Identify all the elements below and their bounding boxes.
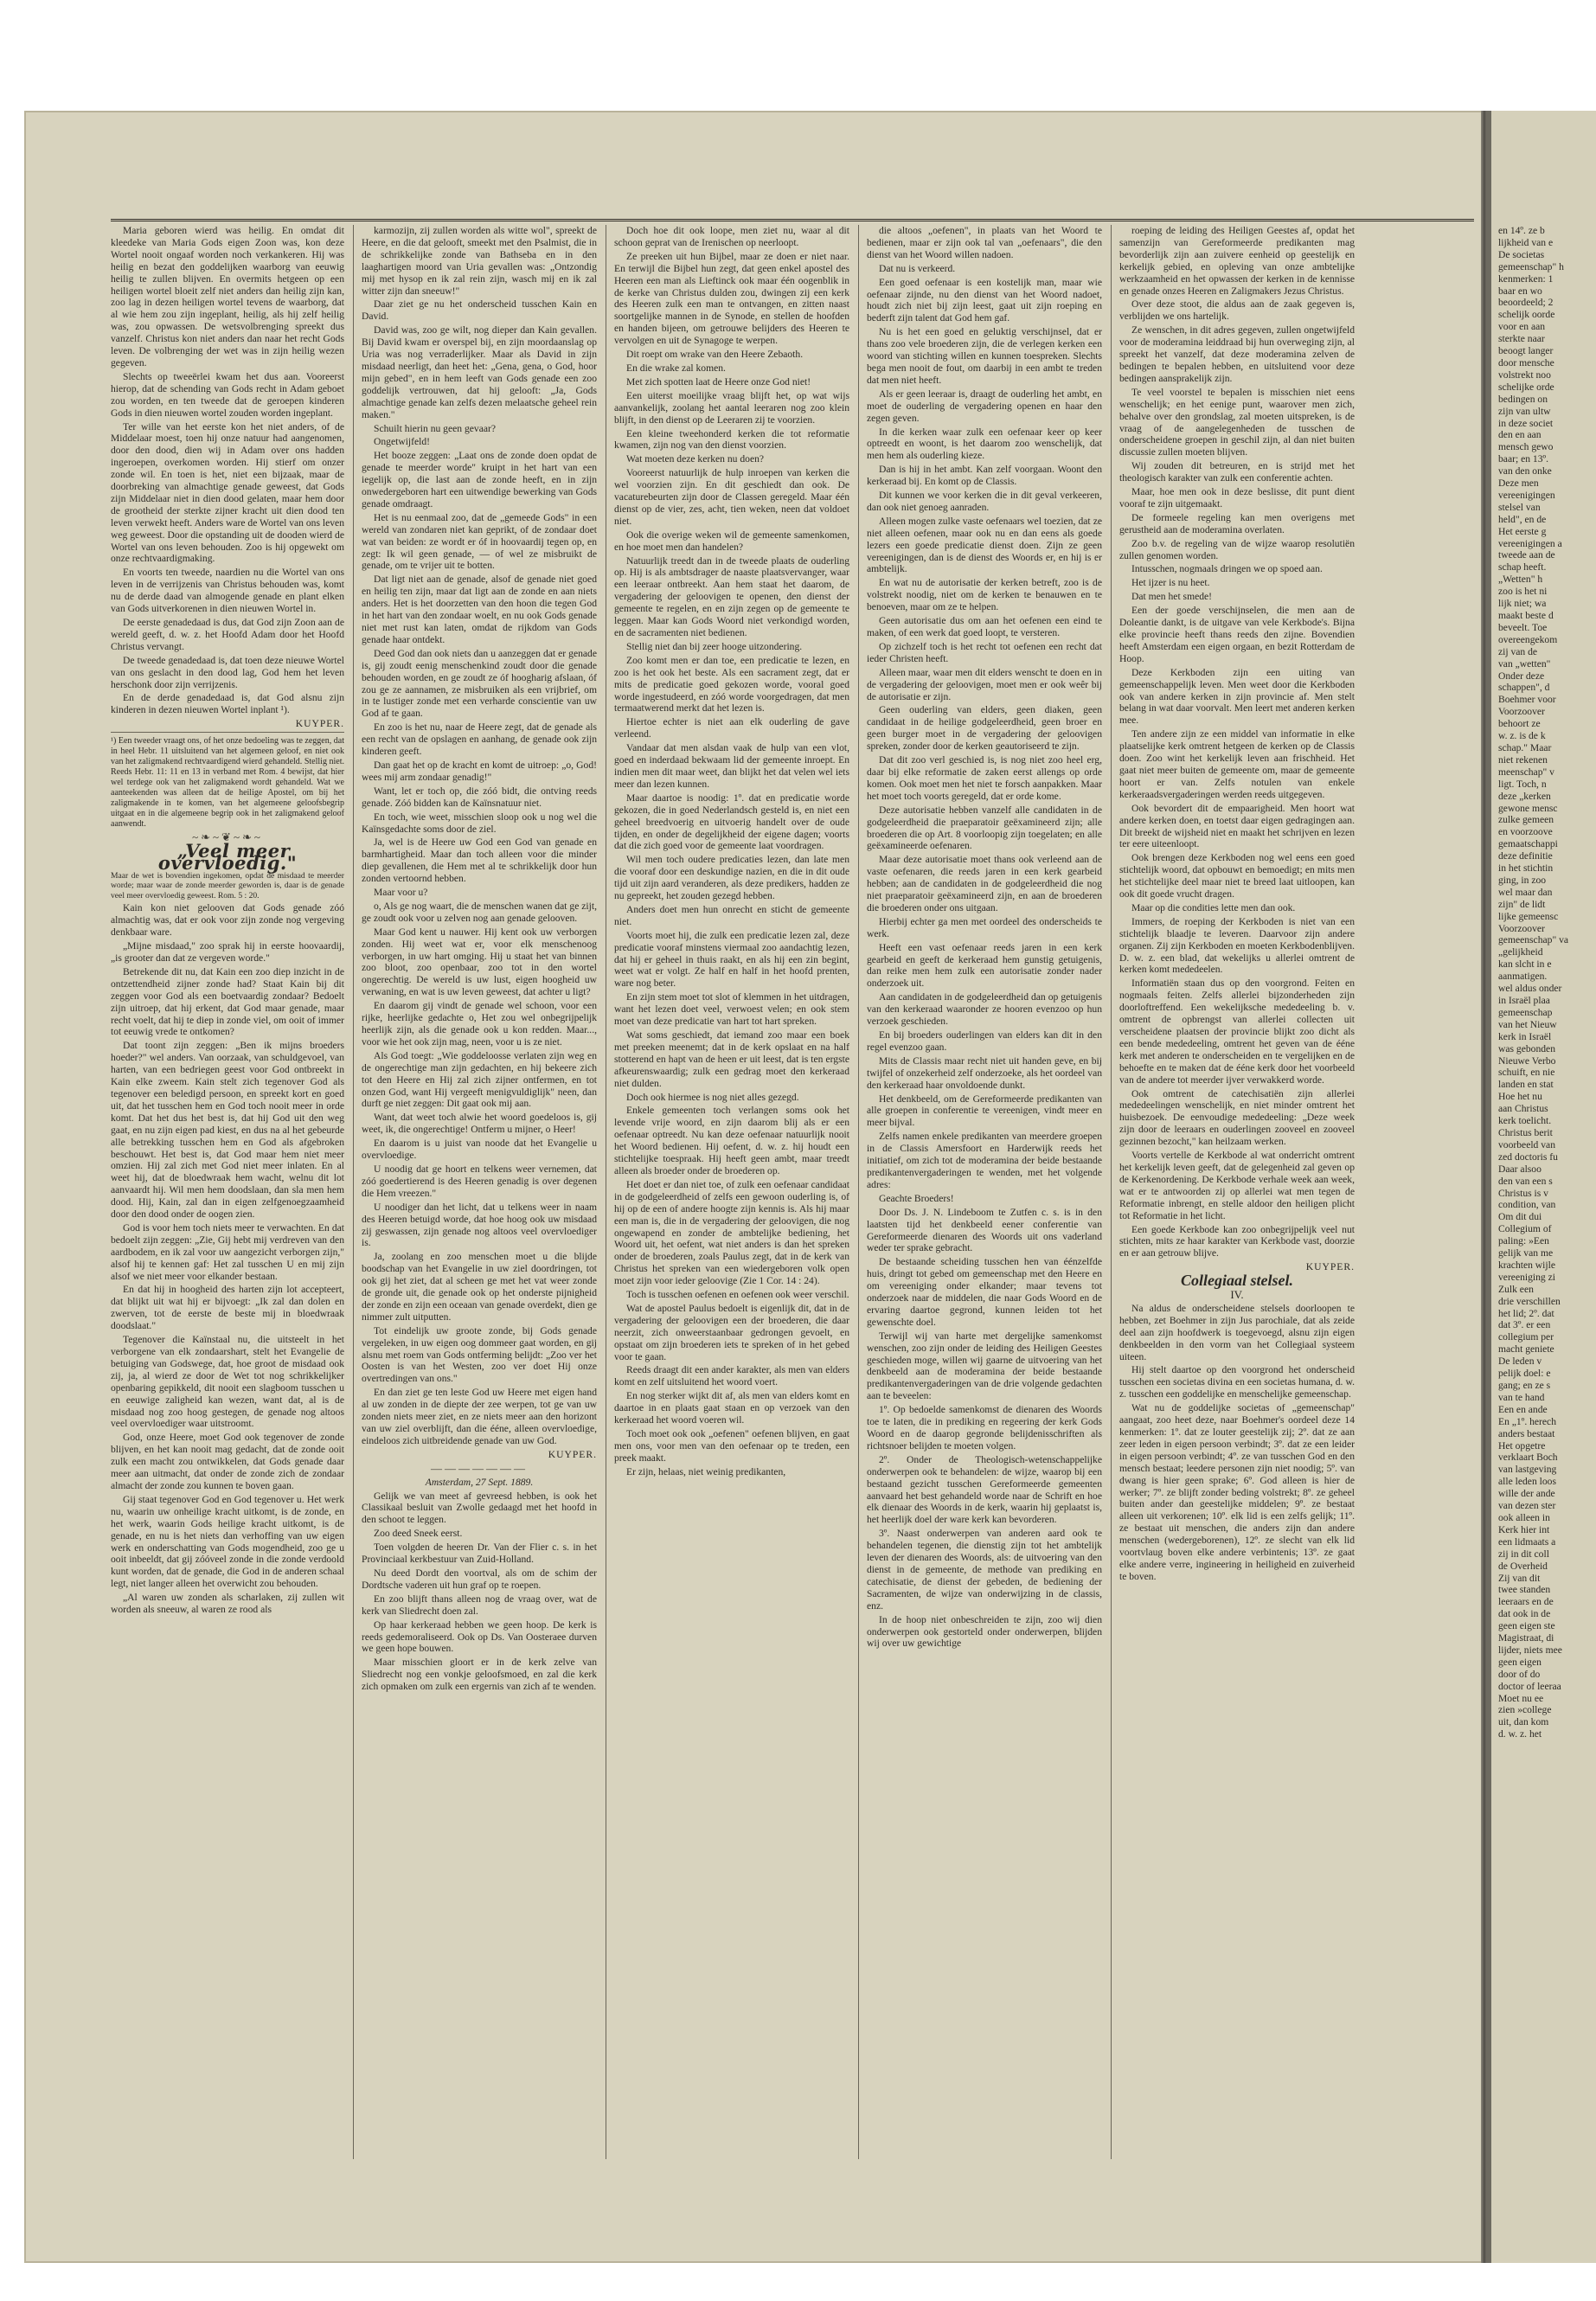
paragraph: „Al waren uw zonden als scharlaken, zij zullen wit worden als sneeuw, al waren ze rood als	[111, 1592, 344, 1616]
text-line: geen eigen	[1498, 1656, 1542, 1668]
paragraph: God, onze Heere, moet God ook tegenover de zonde blijven, en het kan nooit mag gedacht, dat de zonde ooit zulk een macht zou ontwikkelen, dat Gods genade daar meer aan uitmacht, dat onder de zonde zich de zondaar almacht der zonde zou kunnen te boven gaan.	[111, 1432, 344, 1491]
paragraph: Terwijl wij van harte met dergelijke samenkomst wenschen, zoo zijn onder de leiding des Heiligen Geestes geschieden moge, willen wij gaarne de uitvoering van het denkbeeld aan de moderamina der beide bestaande predikantenvergaderingen van de drie volgende gedachten aan te beveelen:	[867, 1330, 1102, 1402]
text-line: ligt. Toch, n	[1498, 778, 1547, 790]
paragraph: Dat ligt niet aan de genade, alsof de genade niet goed en heilig ten zijn, maar dat ligt aan de zonde en aan niets anders. Het is het doorzetten van den hoon die tegen God in het hart van den zondaar woelt, en nu ook Gods genade niet met rust kan laten, omdat de rijkdom van Gods genade haar ontdekt.	[362, 574, 597, 645]
paragraph: Ja, wel is de Heere uw God een God van genade en barmhartigheid. Maar dan toch alleen voor die minder diep gevallenen, die Hem met al te schrikkelijk door hun zonden vertoornd hebben.	[362, 836, 597, 885]
paragraph: Dan is hij in het ambt. Kan zelf voorgaan. Woont den kerkeraad bij. En komt op de Classis.	[867, 464, 1102, 488]
paragraph: Alleen maar, waar men dit elders wenscht te doen en in de vergadering der geloovigen, moet men er ook weêr bij de autorisatie er zijn.	[867, 666, 1102, 702]
text-line: schuift, en nie	[1498, 1067, 1555, 1079]
paragraph: En dan ziet ge ten leste God uw Heere met eigen hand al uw zonden in de diepte der zee werpen, tot ge van uw zonden niets meer ziet, en ze niets meer aan den horizont van uw ziel overblijft, dan die ééne, alleen overvloedige, eindeloos zich uitbreidende genade van uw God.	[362, 1387, 597, 1446]
paragraph: Zoo b.v. de regeling van de wijze waarop resolutiën zullen genomen worden.	[1119, 537, 1355, 561]
text-line: „gelijkheid	[1498, 946, 1543, 958]
paragraph: Mits de Classis maar recht niet uit handen geve, en bij twijfel of onzekerheid zelf onderzoeke, als het oordeel van den kerkeraad haar onvoldoende dunkt.	[867, 1054, 1102, 1091]
text-line: in het stichtin	[1498, 862, 1554, 875]
text-line: vereenigingen a	[1498, 537, 1562, 549]
column-divider	[1111, 225, 1112, 2159]
paragraph: Op haar kerkeraad hebben we geen hoop. De kerk is reeds gedemoraliseerd. Ook op Ds. Van Oosteraee durven we geen hope bouwen.	[362, 1618, 597, 1655]
paragraph: Als er geen leeraar is, draagt de ouderling het ambt, en moet de ouderling de vergadering openen en haar den zegen geven.	[867, 388, 1102, 424]
text-line: beoordeeld; 2	[1498, 297, 1554, 309]
paragraph: Het ijzer is nu heet.	[1131, 577, 1210, 589]
paragraph: En bij broeders ouderlingen van elders kan dit in den regel evenzoo gaan.	[867, 1029, 1102, 1053]
text-line: Een en ande	[1498, 1403, 1548, 1415]
paragraph: En daarom is u juist van noode dat het Evangelie u overvloedige.	[362, 1138, 597, 1162]
paragraph: U noodig dat ge hoort en telkens weer vernemen, dat zóó goedertierend is des Heeren genadig is over degenen die Hem vreezen."	[362, 1163, 597, 1199]
paragraph: Anders doet men hun onrecht en sticht de gemeente niet.	[614, 903, 849, 927]
text-line: gewone mensc	[1498, 802, 1558, 814]
paragraph: Geen ouderling van elders, geen diaken, geen candidaat in de heilige godgeleerdheid, geen broer en geen burger moet in de vergadering der geloovigen spreken, zonder door de kerken geautoriseerd te zijn.	[867, 704, 1102, 753]
text-line: lijder, niets mee	[1498, 1644, 1562, 1656]
paragraph: En wat nu de autorisatie der kerken betreft, zoo is de volstrekt noodig, niet om de kerken te benauwen en te benoeven, maar om ze te helpen.	[867, 577, 1102, 613]
paragraph: Doch ook hiermee is nog niet alles gezegd.	[626, 1091, 799, 1103]
paragraph: Ook omtrent de catechisatiën zijn allerlei mededeelingen wenschelijk, en niet minder omtrent het huisbezoek. De eenvoudige mededeeling: „Deze week zijn door de leeraars en ouderlingen zooveel en zooveel gezinnen bezocht," kan heilzaam werken.	[1119, 1087, 1355, 1148]
column-1	[111, 225, 344, 2194]
paragraph: En nog sterker wijkt dit af, als men van elders komt en daartoe in en plaats gaat staan en op verzoek van den kerkeraad het woord voeren wil.	[614, 1390, 849, 1426]
text-line: gemeenschap" va	[1498, 934, 1569, 946]
paragraph: Daar ziet ge nu het onderscheid tusschen Kain en David.	[362, 298, 597, 323]
text-line: schelijk oorde	[1498, 309, 1555, 321]
paragraph: Dat dit zoo verl geschied is, is nog niet zoo heel erg, daar bij elke reformatie de zaken eerst allengs op orde komen. Ook moet men het niet te forsch aanpakken. Maar het moet toch voorts geregeld, dat er orde kome.	[867, 754, 1102, 802]
text-line: zulke gemeen	[1498, 814, 1554, 826]
paragraph: Te veel voorstel te bepalen is misschien niet eens wenschelijk; en het eenige punt, waarover men zich, behalve over den grondslag, zal moeten uitspreken, is de vraag of de aangelegenheden de tusschen de onderscheidene groepen in geschil zijn, al dan niet buiten discussie zullen moeten blijven.	[1119, 386, 1355, 458]
paragraph: Vooreerst natuurlijk de hulp inroepen van kerken die wel voorzien zijn. En dit geschiedt dan ook. De vacaturebeurten zijn door de Classen geregeld. Maar één dienst op de vier, zes, acht, tien weken, neen dat voldoet niet.	[614, 467, 849, 527]
text-line: Voorzoover	[1498, 706, 1545, 718]
text-line: zed doctoris fu	[1498, 1150, 1558, 1163]
paragraph: Hierbij echter ga men met oordeel des onderscheids te werk.	[867, 915, 1102, 939]
text-line: Het eerste g	[1498, 525, 1547, 537]
text-line: gemeenschap	[1498, 1006, 1553, 1018]
text-line: en voorzoove	[1498, 826, 1553, 838]
text-line: Moet nu ee	[1498, 1692, 1544, 1704]
text-line: vereenigingen	[1498, 489, 1555, 501]
signature-1: KUYPER.	[295, 718, 344, 730]
paragraph: Toen volgden de heeren Dr. Van der Flier c. s. in het Provinciaal kerkbestuur van Zuid-Holland.	[362, 1541, 597, 1566]
paragraph: De tweede genadedaad is, dat toen deze nieuwe Wortel van ons geslacht in den dood lag, God hem het leven herschonk door zijn verrijzenis.	[111, 654, 344, 690]
paragraph: Zoo komt men er dan toe, een predicatie te lezen, en zoo is het ook het beste. Als een sacrament zegt, dat er mits de predicatie goed gekozen worde, vooral goed worde ingestudeerd, en zóó worde voorgedragen, dat men termaatwerend merkt dat het lezen is.	[614, 654, 849, 715]
paragraph: Ja, zoolang en zoo menschen moet u die blijde boodschap van het Evangelie in uw ziel doordringen, tot ook gij het ziet, dat al scheen ge met het vat weer zonde de gronde uit, die genade ook op het onderste pijnigheid der zonde en zijn een oceaan van genade overdekt, dien ge nimmer zult uitputten.	[362, 1251, 597, 1323]
text-line: held", en de	[1498, 513, 1547, 525]
text-line: aanmatigen.	[1498, 971, 1548, 983]
text-line: meenschap" v	[1498, 766, 1554, 778]
paragraph: Een kleine tweehonderd kerken die tot reformatie kwamen, zijn nog van den dienst voorzien.	[614, 427, 849, 452]
divider-rule: ———————	[431, 1461, 528, 1475]
text-line: bedingen on	[1498, 393, 1548, 405]
text-line: Hoe het nu	[1498, 1091, 1542, 1103]
text-line: leeraars en de	[1498, 1596, 1554, 1608]
text-line: kerk in Israël	[1498, 1030, 1552, 1042]
column-4	[867, 225, 1102, 2194]
paragraph: karmozijn, zij zullen worden als witte wol", spreekt de Heere, en die dat gelooft, smeekt met den Psalmist, die in de schrikkelijke zonde van Bathseba en in den laaghartigen moord van Uria gevallen was: „Ontzondig mij met hysop en ik zal rein zijn, wasch mij en ik zal witter zijn dan sneeuw!"	[362, 225, 597, 297]
paragraph: Geachte Broeders!	[879, 1192, 954, 1204]
paragraph: Voorts vertelle de Kerkbode al wat onderricht omtrent het kerkelijk leven geeft, dat de gelegenheid zal geven op de Kerkenordening. De Kerkbode verhale week aan week, wat er te antwoorden zij op allerlei wat men tegen de Reformatie inbrengt, en stelle aldoor den heiligen plicht tot Reformatie in het licht.	[1119, 1150, 1355, 1221]
text-line: van dezen ster	[1498, 1500, 1556, 1512]
paragraph: Voorts moet hij, die zulk een predicatie lezen zal, deze predicatie vooraf minstens viermaal zoo aandachtig lezen, dat hij er geheel in thuis raakt, en als hij een zin begint, weet wat er volgt. Ze half en half in het hoofd prenten, ware nog beter.	[614, 929, 849, 990]
column-5-paragraphs	[1119, 225, 1355, 1259]
paragraph: Toch moet ook ook „oefenen" oefenen blijven, en gaat men ons, voor men van den oefenaar op te treden, een preek maakt.	[614, 1428, 849, 1464]
text-line: Nieuwe Verbo	[1498, 1054, 1556, 1067]
text-line: Zij van dit	[1498, 1572, 1541, 1584]
text-line: beoogt langer	[1498, 345, 1554, 357]
column-4-paragraphs	[867, 225, 1102, 1650]
text-line: gelijk van me	[1498, 1247, 1554, 1259]
paragraph: Natuurlijk treedt dan in de tweede plaats de ouderling op. Hij is als ambtsdrager de naaste plaatsvervanger, waar een leeraar ontbreekt. Aan hem staat het daarom, de vergadering der geloovigen te openen, den dienst der gemeente te regelen, en en zijn zegen op de gemeente te leggen. Maar kan Gods Woord niet verkondigd worden, en de sacramenten niet bedienen.	[614, 554, 849, 638]
text-line: van den onke	[1498, 465, 1552, 478]
text-line: Collegium of	[1498, 1223, 1552, 1235]
text-line: een lidmaats a	[1498, 1535, 1556, 1548]
paragraph: Hiertoe echter is niet aan elk ouderling de gave verleend.	[614, 716, 849, 740]
top-rule	[111, 219, 1474, 221]
text-line: Voorzoover	[1498, 922, 1545, 934]
paragraph: Dat nu is verkeerd.	[879, 262, 956, 274]
paragraph: Nu is het een goed en geluktig verschijnsel, dat er thans zoo vele broederen zijn, die de verlegen kerken een woord van stichting willen en kunnen toespreken. Slechts bega men nooit de fout, om daarbij in een ambt te treden dat men niet heeft.	[867, 326, 1102, 386]
article-heading: „Veel meer overvloedig."	[157, 840, 298, 874]
text-line: Boehmer voor	[1498, 694, 1556, 706]
adjacent-page-edge	[1486, 111, 1596, 2263]
paragraph: Ook die overige weken wil de gemeente samenkomen, en hoe moet men dan handelen?	[614, 529, 849, 553]
text-line: behoort ze	[1498, 718, 1541, 730]
text-line: in deze societ	[1498, 417, 1554, 429]
paragraph: Maar, hoe men ook in deze beslisse, dit punt dient vooraf te zijn uitgemaakt.	[1119, 486, 1355, 510]
text-line: ook alleen in	[1498, 1511, 1550, 1523]
text-line: uit, dan kom	[1498, 1716, 1549, 1728]
text-line: dat ook in de	[1498, 1608, 1551, 1620]
paragraph: Een goed oefenaar is een kostelijk man, maar wie oefenaar zijnde, nu den dienst van het Woord nadoet, houdt zich niet bij zijn leest, gaat uit zijn roeping en bederft zijn talent dat God hem gaf.	[867, 276, 1102, 324]
paragraph: Aan candidaten in de godgeleerdheid dan op getuigenis van den kerkeraad waaronder ze hooren evenzoo op hun verzoek geschieden.	[867, 991, 1102, 1028]
text-line: geen eigen ste	[1498, 1620, 1555, 1632]
text-line: collegium per	[1498, 1331, 1554, 1343]
paragraph: Stellig niet dan bij zeer hooge uitzondering.	[626, 640, 803, 652]
text-line: schappen", d	[1498, 682, 1550, 694]
text-line: gemeenschap" h	[1498, 260, 1564, 272]
paragraph: Ze wenschen, in dit adres gegeven, zullen ongetwijfeld voor de moderamina leiddraad bij hun overweging zijn, al spreekt het vanzelf, dat deze moderamina zelven de bedingen te bepalen hebben, en uitsluitend voor deze bedingen aansprakelijk zijn.	[1119, 324, 1355, 384]
paragraph: roeping de leiding des Heiligen Geestes af, opdat het samenzijn van Gereformeerde predikanten mag bevorderlijk zijn aan zuivere eenheid op geestelijk en kerkelijk gebied, en opleving van onze ambtelijke werkzaamheid en het opwassen der kerken in de kennisse en genade onzes Heeren en Zaligmakers Jezus Christus.	[1119, 225, 1355, 297]
text-line: Om dit dui	[1498, 1211, 1542, 1223]
paragraph: Maar deze autorisatie moet thans ook verleend aan de vaste oefenaren, die reeds jaren in een kerk gearbeid hebben; aan de candidaten in de godgeleerdheid die nog niet praeparatoir geëxamineerd zijn, en aan de broederen die broederen onder ons uitgaan.	[867, 854, 1102, 913]
paragraph: In die kerken waar zulk een oefenaar keer op keer optreedt en woont, is het daarom zoo wenschelijk, dat men hem als ouderling kieze.	[867, 426, 1102, 462]
paragraph: Maar op die condities lette men dan ook.	[1131, 901, 1296, 913]
column-divider	[353, 225, 354, 2159]
text-line: En „1º. herech	[1498, 1415, 1557, 1427]
text-line: het lid; 2º. dat	[1498, 1307, 1554, 1319]
text-line: dat 3º. er een	[1498, 1319, 1551, 1331]
paragraph: Want, dat weet toch alwie het woord goedeloos is, gij weet, ik, die ongerechtige! Ontferm u mijner, o Heer!	[362, 1112, 597, 1136]
paragraph: Deze autorisatie hebben vanzelf alle candidaten in de godgeleerdheid die praeparatoir geëxamineerd zijn; alle broederen die op Art. 8 voorloopig zijn toegelaten; en alle geëxamineerde oefenaren.	[867, 804, 1102, 852]
text-line: Christus berit	[1498, 1126, 1553, 1138]
text-line: baar en wo	[1498, 285, 1542, 297]
text-line: wel aldus onder	[1498, 983, 1562, 995]
text-line: wille der ande	[1498, 1488, 1555, 1500]
paragraph: Heeft een vast oefenaar reeds jaren in een kerk gearbeid en geeft de kerkeraad hem gunstig getuigenis, dan reike men hem zulk een autorisatie zonder nader onderzoek uit.	[867, 941, 1102, 990]
paragraph: Reeds draagt dit een ander karakter, als men van elders komt en zelf uitsluitend het woord voert.	[614, 1364, 849, 1388]
text-line: Zulk een	[1498, 1283, 1534, 1295]
paragraph: Een der goede verschijnselen, die men aan de Doleantie dankt, is de uitgave van vele Kerkbode's. Bijna elke provincie heeft thans reeds den zijne. Bovendien heeft Amsterdam een eigen orgaan, en bezit Rotterdam de Hoop.	[1119, 605, 1355, 664]
paragraph: En zoo is het nu, naar de Heere zegt, dat de genade als een recht van de opslagen en aanhang, de genade ook zijn kinderen geeft.	[362, 721, 597, 758]
paragraph: Hij stelt daartoe op den voorgrond het onderscheid tusschen een societas divina en een societas humana, d. w. z. tusschen een goddelijke en menschelijke gemeenschap.	[1119, 1364, 1355, 1400]
section-number: IV.	[1230, 1288, 1244, 1302]
text-line: d. w. z. het	[1498, 1728, 1542, 1740]
text-line: lijk niet; wa	[1498, 598, 1547, 610]
text-line: Deze men	[1498, 478, 1539, 490]
paragraph: Na aldus de onderscheidene stelsels doorloopen te hebben, zet Boehmer in zijn Jus parochiale, dat als zeide deel aan zijn hoofdwerk is toegevoegd, alsnu zijn eigen denkbeelden in den vorm van het Collegiaal systeem uiteen.	[1119, 1302, 1355, 1362]
text-line: van te hand	[1498, 1391, 1545, 1403]
text-line: Daar alsoo	[1498, 1163, 1542, 1175]
paragraph: Het booze zeggen: „Laat ons de zonde doen opdat de genade te meerder worde" kruipt in het hart van een iegelijk op, die last aan de zonde heeft, en in zijn onwedergeboren hart een uitwendige bewerking van Gods genade omdraagt.	[362, 450, 597, 510]
paragraph: Door Ds. J. N. Lindeboom te Zutfen c. s. is in den laatsten tijd het denkbeeld eener conferentie van Gereformeerde dienaren des Woords uit ons vaderland weder ter sprake gebracht.	[867, 1206, 1102, 1254]
text-line: was gebonden	[1498, 1042, 1556, 1054]
paragraph: En toch, wie weet, misschien sloop ook u nog wel die Kaïnsgedachte soms door de ziel.	[362, 811, 597, 835]
paragraph: Dat toont zijn zeggen: „Ben ik mijns broeders hoeder?" wel anders. Van oorzaak, van schuldgevoel, van harten, van een bedriegen geest voor God ontbreekt in Kain elke zweem. Kain stelt zich tegenover God als tegenover een beledigd persoon, en spreekt kort en goed uit, dat het tusschen hem en God toch nooit meer in orde komt. Dat het dus het best is, dat hij God uit den weg gaat, en nu zijn eigen pad kiest, en dus na al het gebeurde alle betrekking tusschen hem en God als afgebroken beschouwt. Het best is, dat God maar hem niet meer omzien. Hij zal zich met God niet meer inlaten. En al weet hij, dat de bloedwraak hem wacht, welnu dit lot aanvaardt hij. Wil men hem doodslaan, dan sla men hem dood. Hij, Kain, zal dan in eigen zelfgenoegzaamheid door den dood onder de oogen zien.	[111, 1040, 344, 1221]
paragraph: Intusschen, nogmaals dringen we op spoed aan.	[1131, 563, 1323, 575]
text-line: doctor of leeraa	[1498, 1680, 1561, 1692]
paragraph: Op zichzelf toch is het recht tot oefenen een recht dat ieder Christen heeft.	[867, 640, 1102, 664]
column-2-paragraphs	[362, 225, 597, 1447]
text-line: vereeniging zi	[1498, 1271, 1555, 1283]
paragraph: Wil men toch oudere predicaties lezen, dan late men die vooraf door een deskundige nazien, en die in dit oude tijd uit zijn aard veranderen, als deze predikers, hadden ze nu gepreekt, het zouden gezegd hebben.	[614, 854, 849, 902]
text-line: schap heeft.	[1498, 561, 1547, 574]
text-line: De societas	[1498, 248, 1545, 260]
text-line: Kerk hier int	[1498, 1523, 1550, 1535]
text-line: landen en stat	[1498, 1079, 1554, 1091]
text-line: twee standen	[1498, 1584, 1551, 1596]
paragraph: In de hoop niet onbeschreiden te zijn, zoo wij dien onderwerpen ook gestorteld onder onderwerpen, blijden wij over uw gewichtige	[867, 1613, 1102, 1650]
ornament: ~❧~❦~❧~	[192, 830, 263, 844]
signature-2: KUYPER.	[548, 1448, 597, 1460]
paragraph: En daarom gij vindt de genade wel schoon, voor een rijke, heerlijke gedachte o, Het zou wel onbegrijpelijk heerlijk zijn, als die genade ook u kon redden. Maar..., voor wie het ook zijn mag, neen, voor u is ze niet.	[362, 1000, 597, 1048]
paragraph: 2º. Onder de Theologisch-wetenschappelijke onderwerpen ook te behandelen: de wijze, waarop bij een bestaand gezicht tusschen Gereformeerde gemeenten aanvaard het best gehandeld worde naar de Schrift en hoe elk dienaar des Woords in de kerk, waarin hij geplaatst is, het heerlijk doel der ware kerk kan bevorderen.	[867, 1453, 1102, 1526]
paragraph: Dat men het smede!	[1131, 591, 1213, 603]
paragraph: Gelijk we van meet af gevreesd hebben, is ook het Classikaal besluit van Zwolle gedaagd met het hoofd in den schoot te leggen.	[362, 1490, 597, 1526]
adjacent-page-text	[1498, 225, 1595, 2194]
text-line: in Israël plaa	[1498, 995, 1550, 1006]
paragraph: Ook brengen deze Kerkboden nog wel eens een goed stichtelijk woord, dat opbouwt en bemoedigt; en mits men het stichtelijke deel maar niet te breed laat uitloopen, kan ook dit goede vrucht dragen.	[1119, 852, 1355, 901]
column-3-paragraphs	[614, 225, 849, 1478]
paragraph: Ze preeken uit hun Bijbel, maar ze doen er niet naar. En terwijl die Bijbel hun zegt, dat geen enkel apostel des Heeren een man als Lieftinck ook maar één oogenblik in de kerke van Christus dulden zou, dwingen zij een kerk des Heeren zulk een man te ontvangen, en zitten naast soortgelijke mannen in de Synode, en stellen de hoofden en handen bijeen, om getrouwe belijders des Heeren te vervolgen en uit de Synagoge te werpen.	[614, 250, 849, 347]
paragraph: Enkele gemeenten toch verlangen soms ook het levende vrije woord, en zijn daarom blij als er een oefenaar optreedt. Nu kan deze oefenaar natuurlijk nooit het Woord bedienen. Hij oefent, d. w. z. hij houdt een stichtelijke toespraak. Hij heeft geen ambt, maar treedt alleen als broeder onder de broederen op.	[614, 1105, 849, 1176]
text-line: overeengekom	[1498, 633, 1558, 645]
paragraph: Wat moeten deze kerken nu doen?	[626, 453, 765, 465]
paragraph: Maar daartoe is noodig: 1º. dat en predicatie worde gekozen, die in goed Nederlandsch gesteld is, en niet een geheel breedvoerig en uitvoerig handelt over de oude tijden, en onder de degelijkheid der eigene dagen; voorts dat die zich goed voor de gemeente laat voordragen.	[614, 792, 849, 852]
paragraph: Deed God dan ook niets dan u aanzeggen dat er genade is, gij zoudt eenig menschenkind zoudt door die genade behouden worden, en ge zoudt ze óf hoogharig afslaan, óf zou ge ze aannamen, ze misbruiken als een vrijbrief, om in te lustiger zonde met een verharde conscientie van uw God af te gaan.	[362, 647, 597, 720]
paragraph: „Mijne misdaad," zoo sprak hij in eerste hoovaardij, „is grooter dan dat ze vergeven worde."	[111, 940, 344, 964]
text-line: gang; en ze s	[1498, 1380, 1551, 1391]
text-line: condition, van	[1498, 1199, 1556, 1211]
text-line: zij van de	[1498, 645, 1538, 657]
column-2	[362, 225, 597, 2194]
column-divider	[858, 225, 859, 2159]
text-line: den en aan	[1498, 429, 1542, 441]
text-line: alle leden loos	[1498, 1476, 1556, 1488]
column-3	[614, 225, 849, 2194]
text-line: ging, in zoo	[1498, 874, 1547, 886]
paragraph: Wat nu de goddelijke societas of „gemeenschap" aangaat, zoo heet deze, naar Boehmer's oordeel deze 14 kenmerken: 1º. dat ze louter geestelijk zij; 2º. dat ze aan zeer leden in eigen persoon verbindt; 3º. dat ze een leider in eigen persoon verbindt; 4º. ze van tusschen God en den mensch bestaat; leedere personen zijn niet noodig; 5º. van dwang is hier geen sprake; 6º. God alleen is hier de werker; 7º. ze blijft zonder beding volstrekt; 8º. ze geheel buiten ander dan geestelijke middelen; 9º. ze bestaat alleen uit verkorenen; 10º. elk lid is een zelfs gelijk; 11º. ze bestaat uit menschen, die anders zijn dan andere menschen (wedergeborenen), 12º. ze slecht van elk lid voortvlaug boven elke andere verbintenis; 13º. ze gaat elke andere verre, ingineering in heiligheid en zuiverheid te boven.	[1119, 1402, 1355, 1582]
text-line: paling: »Een	[1498, 1235, 1549, 1247]
text-line: lijkheid van e	[1498, 236, 1554, 248]
paragraph: Vandaar dat men alsdan vaak de hulp van een vlot, goed en inderdaad bekwaam lid der gemeente inroept. En indien men dit maar weet, dan blijkt het dat velen wel iets meer dan lezen kunnen.	[614, 742, 849, 790]
text-line: door mensche	[1498, 356, 1554, 369]
paragraph: Met zich spotten laat de Heere onze God niet!	[626, 375, 811, 388]
text-line: volstrekt noo	[1498, 369, 1551, 381]
paragraph: 3º. Naast onderwerpen van anderen aard ook te behandelen tegenen, die dienstig zijn tot het ambtelijk leven der dienaren des Woords, als: de uitvoering van den dienst in de gemeente, de methode van prediking en catechisatie, de dienst der gebeden, de bediening der Sacramenten, de wijze van onderwijzing in de classis, enz.	[867, 1528, 1102, 1612]
paragraph: En zijn stem moet tot slot of klemmen in het uitdragen, want het lezen doet veel, verwoest velen; en ook stem moet van deze predicatie van hart tot hart spreken.	[614, 991, 849, 1028]
column-1-paragraphs	[111, 225, 344, 716]
text-line: zoo is het ni	[1498, 586, 1548, 598]
text-line: Onder deze	[1498, 670, 1545, 682]
text-line: schap." Maar	[1498, 741, 1552, 753]
text-line: niet rekenen	[1498, 753, 1548, 766]
paragraph: Ter wille van het eerste kon het niet anders, of de Middelaar moest, toen hij onze natuur had aangenomen, door den dood, dien wij in Adam over ons hadden ingeroepen, overkomen worden. Hij stierf om onzer zonde wil. En toen is het, niet een bijzaak, maar de doorbreking van almachtige genade geweest, dat Gods zijn Middelaar niet in dien dood gelaten, maar hem door de grootheid der sterkte zijner kracht uit dien dood ten leven verwekt heeft. Anders ware de Wortel van ons leven weg geweest. Door die opstanding uit de dooden wierd de Wortel van ons leven behouden. Zoo is hij opgewekt om onze rechtvaardigmaking.	[111, 420, 344, 565]
motto: Maar de wet is bovendien ingekomen, opdat de misdaad te meerder worde; maar waar de zonde meerder geworden is, daar is de genade veel meer overvloedig geweest. Rom. 5 : 20.	[111, 870, 344, 901]
paragraph: En de derde genadedaad is, dat God alsnu zijn kinderen in dezen nieuwen Wortel inplant ¹).	[111, 692, 344, 716]
text-line: lijke gemeensc	[1498, 910, 1559, 922]
paragraph: Informatiën staan dus op den voorgrond. Feiten en nogmaals feiten. Zelfs allerlei bijzonderheden zijn doorloftreffend. Een wekelijksche mededeeling b. v. omtrent de opbrengst van allerlei collecten uit verscheidene plaatsen der provincie blijkt zoo dicht als een bende mededeeling, omtrent het geven van de ééne kerk met anderen te onderscheiden en te vergelijken en de behoefte en te maken dat de ééne kerk door het voorbeeld van de andere tot meerder ijver verwakkerd worde.	[1119, 977, 1355, 1086]
paragraph: En dat hij in hoogheid des harten zijn lot accepteert, dat blijkt uit wat hij er bijvoegt: „Ik zal dan dolen en zwerven, tot de eerste de beste mij in bloedwraak doodslaat."	[111, 1284, 344, 1332]
text-line: kan slcht in e	[1498, 958, 1552, 971]
text-line: pelijk doel: e	[1498, 1368, 1551, 1380]
paragraph: Maar misschien gloort er in de kerk zelve van Sliedrecht nog een vonkje geloofsmoed, en zal die kerk zich opmaken om zulk een ergernis van zich af te wenden.	[362, 1657, 597, 1693]
paragraph: 1º. Op bedoelde samenkomst de dienaren des Woords toe te laten, die in prediking en regeering der kerk Gods Woord en de daarop gegronde belijdenisschriften als richtsnoer belijden te moeten volgen.	[867, 1404, 1102, 1452]
text-line: maakt beste d	[1498, 610, 1554, 621]
text-line: baar; en 13º.	[1498, 453, 1548, 465]
paragraph: Wat de apostel Paulus bedoelt is eigenlijk dit, dat in de vergadering der geloovigen een der broederen, die daar neerzit, zich onweerstaanbaar gedrongen gevoelt, en opstaat om zijn broederen iets te spreken of in het gebed voor te gaan.	[614, 1302, 849, 1362]
paragraph: Dit roept om wrake van den Heere Zebaoth.	[626, 349, 804, 361]
paragraph: Schuilt hierin nu geen gevaar?	[374, 422, 497, 434]
text-line: anders bestaat	[1498, 1427, 1555, 1439]
paragraph: Toch is tusschen oefenen en oefenen ook weer verschil.	[626, 1289, 849, 1301]
paragraph: Ook bevordert dit de empaarigheid. Men hoort wat andere kerken doen, en toetst daar eigen gedragingen aan. Dit breekt de wijsheid niet en maakt het schrijven en lezen ter eere uiteenloopt.	[1119, 802, 1355, 850]
paragraph: U noodiger dan het licht, dat u telkens weer in naam des Heeren betuigd worde, dat hoe hoog ook uw misdaad zij geswassen, zijn genade nog altoos veel overvloediger is.	[362, 1201, 597, 1249]
paragraph: De formeele regeling kan men overigens met gerustheid aan de moderamina overlaten.	[1119, 511, 1355, 535]
text-line: zien »college	[1498, 1704, 1552, 1716]
text-line: den van een s	[1498, 1175, 1553, 1187]
text-line: van het Nieuw	[1498, 1018, 1557, 1030]
text-line: macht geniete	[1498, 1343, 1554, 1356]
text-line: zijn van ultw	[1498, 405, 1551, 417]
paragraph: Een uiterst moeilijke vraag blijft het, op wat wijs aanvankelijk, zoolang het aantal leeraren nog zoo klein blijft, in den dienst op de Leeraren zij te voorzien.	[614, 389, 849, 426]
text-line: w. z. is de k	[1498, 730, 1546, 742]
newspaper-page	[24, 111, 1484, 2263]
column-5-body	[1119, 1303, 1355, 1583]
text-line: de Overheid	[1498, 1560, 1548, 1572]
paragraph: En voorts ten tweede, naardien nu die Wortel van ons leven in de verrijzenis van Christus behouden was, komt nu de derde daad van almogende genade en plant elken van Gods uitverkorenen in dien nieuwen Wortel in.	[111, 567, 344, 615]
paragraph: Betrekende dit nu, dat Kain een zoo diep inzicht in de ontzettendheid zijner zonde had? Staat Kain bij dit zeggen voor God als een boetvaardig zondaar? Bedoelt zijn uitroep, dat hij erkent, dat God maar genade, maar recht voelt, dat hij te diep in zonde viel, om ooit of immer tot eeuwig vrede te ontkomen?	[111, 965, 344, 1038]
text-line: sterkte naar	[1498, 333, 1545, 345]
paragraph: Tegenover die Kaïnstaal nu, die uitsteelt in het verborgene van elk zondaarshart, stelt het Evangelie de betuiging van Godswege, dat, hoe groot de misdaad ook zij, ja, al wierd ze door de Wet tot nog schrikkelijker openbaring gepikkeld, dit nooit een slagboom tusschen u en eeuwige zaligheid kan wezen, want dat, al is de misdaad nog zoo hoog gestegen, de genade nog altoos veel overvloediger waar uitstroomt.	[111, 1334, 344, 1430]
text-line: deze „kerken	[1498, 790, 1551, 802]
text-line: kenmerken: 1	[1498, 272, 1554, 285]
paragraph: o, Als ge nog waart, die de menschen wanen dat ge zijt, ge zoudt ook voor u zelven nog aan genade gelooven.	[362, 900, 597, 924]
paragraph: Als God toegt: „Wie goddeloosse verlaten zijn weg en de ongerechtige man zijn gedachten, en hij bekeere zich tot den Heere en Hij zal zich zijner ontfermen, en tot onzen God, want Hij vergeeft menigvuldiglijk" neen, dan durft ge niet zeggen: Dit gaat ook mij aan.	[362, 1049, 597, 1110]
text-line: voorbeeld van	[1498, 1138, 1555, 1150]
dateline: Amsterdam, 27 Sept. 1889.	[425, 1476, 534, 1488]
paragraph: Over deze stoot, die aldus aan de zaak gegeven is, verblijden we ons hartelijk.	[1119, 298, 1355, 323]
text-line: mensch gewo	[1498, 441, 1554, 453]
text-line: Magistraat, di	[1498, 1632, 1554, 1644]
paragraph: Kain kon niet gelooven dat Gods genade zóó almachtig was, dat er ook voor zijn zonde nog vergeving denkbaar ware.	[111, 902, 344, 939]
paragraph: Het is nu eenmaal zoo, dat de „gemeede Gods" in een wereld van zondaren niet kan geprikt, of de zondaar doet wat van beiden: ze wordt er óf in hoovaardij tegen op, en zegt: Ik wil geen genade, — of wel ze misbruikt de genade, om te vrijer uit te botten.	[362, 511, 597, 572]
paragraph: Ten andere zijn ze een middel van informatie in elke plaatselijke kerk omtrent hetgeen de kerken op de Classis doen. Zoo wint het kerkelijk leven aan frischheid. Het gaat niet meer buiten de gemeente om, maar de gemeente hoort er van. Zelfs notulen van enkele kerkeraadsvergaderingen werden reeds uitgegeven.	[1119, 728, 1355, 800]
paragraph: En zoo blijft thans alleen nog de vraag over, wat de kerk van Sliedrecht doen zal.	[362, 1593, 597, 1617]
paragraph: Immers, de roeping der Kerkboden is niet van een stichtelijk blaadje te leveren. Daarvoor zijn andere organen. Zij zijn Kerkboden en moeten Kerkbodenblijven. D. w. z. een blad, dat wekelijks u allerlei omtrent de kerken komt mededeelen.	[1119, 915, 1355, 976]
text-line: beveelt. Toe	[1498, 621, 1548, 633]
paragraph: En die wrake zal komen.	[626, 362, 726, 374]
paragraph: die altoos „oefenen", in plaats van het Woord te bedienen, maar er zijn ook tal van „oefenaars", die den dienst van het Woord willen nadoen.	[867, 225, 1102, 260]
text-line: wel maar dan	[1498, 886, 1553, 898]
text-line: Christus is v	[1498, 1187, 1548, 1199]
paragraph: Het denkbeeld, om de Gereformeerde predikanten van alle groepen in conferentie te vereenigen, vindt meer en meer bijval.	[867, 1093, 1102, 1129]
paragraph: Tot eindelijk uw groote zonde, bij Gods genade vergeleken, in uw eigen oog dommeer gaat worden, en gij alsnu met roem van Gods ontferming belijdt: „Zoo ver het Oosten is van het Westen, zoo ver doet Hij onze overtredingen van ons."	[362, 1324, 597, 1385]
paragraph: Wat soms geschiedt, dat iemand zoo maar een boek met preeken meenemt; dat in de kerk opslaat en na half stotterend en hapt van de heen er uit leest, dat is ten ergste afkeurenswaardig; zulk een gedrag moet den kerkeraad niet dulden.	[614, 1029, 849, 1089]
paragraph: Nu deed Dordt den voortval, als om de schim der Dordtsche vaderen uit hun graf op te roepen.	[362, 1567, 597, 1591]
footnote: ¹) Een tweeder vraagt ons, of het onze bedoeling was te zeggen, dat in heel Hebr. 11 uitsluitend van het algemeen geloof, en niet ook van het zaligmakend rechtvaardigend wierd gehandeld. Stellig niet. Reeds Hebr. 11: 11 en 13 in verband met Rom. 4 bewijst, dat hier wel terdege ook van het zaligmakend wordt gehandeld. Wat we aanteekenden was alleen dat de heilige Apostel, om bij het zaligmakende in te komen, van het algemeene geloofsbegrip uitgaat en in die algemeene begrip ook in het zaligmakend geloof aanwendt.	[111, 732, 344, 830]
paragraph: God is voor hem toch niets meer te verwachten. En dat bedoelt zijn zeggen: „Zie, Gij hebt mij verdreven van den aardbodem, en ik zal voor uw aangezicht verborgen zijn," alsof hij te kennen gaf: Het zal tusschen U en mij zijn alsof we niet meer voor elkander bestaan.	[111, 1221, 344, 1282]
text-line: aan Christus	[1498, 1103, 1548, 1115]
paragraph: Maar God kent u nauwer. Hij kent ook uw verborgen zonden. Hij weet wat er, voor elk menschenoog verborgen, in uw hart omging. Hij u staat het van binnen zoo bloot, zoo openbaar, zoo tot in den wortel ongerechtig. De wereld is uw lust, eigen hoogheid uw verwaning, en wat is uw leven geweest, dat achter u ligt?	[362, 926, 597, 998]
paragraph: David was, zoo ge wilt, nog dieper dan Kain gevallen. Bij David kwam er overspel bij, en zijn moordaanslag op Uria was nog verraderlijker. Maar als David in zijn misdaad neerligt, dan heet het: „Gena, gena, o God, hoor mijn gebed", en in hem leeft van Gods genade een zoo goddelijk vertrouwen, dat hij gelooft: „Ja, Gods almachtige genade kan zelfs dezen melaatsche geheel rein maken."	[362, 324, 597, 420]
paragraph: De bestaande scheiding tusschen hen van éénzelfde huis, dringt tot gebed om gemeenschap met den Heere en om vereeniging onder elkander; maar tevens tot onderzoek naar de middelen, die naar Gods Woord en de ervaring daartoe gegrond, kunnen leiden tot het gewenschte doel.	[867, 1256, 1102, 1328]
paragraph: Dit kunnen we voor kerken die in dit geval verkeeren, dan ook niet genoeg aanraden.	[867, 490, 1102, 513]
text-line: krachten wijle	[1498, 1259, 1555, 1271]
text-line: drie verschillen	[1498, 1295, 1561, 1307]
text-line: deze definitie	[1498, 850, 1553, 862]
text-line: verklaart Boch	[1498, 1452, 1558, 1464]
column-2-body	[362, 1490, 597, 1694]
paragraph: Want, let er toch op, die zóó bidt, die ontving reeds genade. Zóó bidden kan de Kaïnsnatuur niet.	[362, 785, 597, 809]
signature-5: KUYPER.	[1305, 1261, 1355, 1273]
text-line: van „wetten"	[1498, 657, 1551, 670]
paragraph: Gij staat tegenover God en God tegenover u. Het werk nu, waarin uw onheilige kracht uitkomt, is de zonde, en het werk, waarin Gods heilige kracht uitkomt, is de genade, en nu is het niets dan verhoffing van uw eigen werk en onderschatting van Gods mogendheid, zoo ge u ooit inbeeldt, dat gij zóóveel zonde in die zonde verdoold kunt worden, dat de genade, die God in de anderen schaal legt, niet langer alleen het overwicht zou behouden.	[111, 1493, 344, 1590]
text-line: tweede aan de	[1498, 549, 1555, 561]
paragraph: Deze Kerkboden zijn een uiting van gemeenschappelijk leven. Men weet door die Kerkboden ook van andere kerken in zijn provincie af. Men stelt belang in wat daar voorvalt. Men leert met anderen kerken mee.	[1119, 666, 1355, 727]
text-line: stelsel van	[1498, 501, 1541, 513]
text-line: van lastgeving	[1498, 1464, 1557, 1476]
paragraph: Een goede Kerkbode kan zoo onbegrijpelijk veel nut stichten, mits ze haar karakter van Kerkbode vast, doorzie en er aan getrouw blijve.	[1119, 1223, 1355, 1259]
text-line: voor en aan	[1498, 321, 1546, 333]
text-line: kerk toelicht.	[1498, 1115, 1552, 1127]
text-line: zij in dit coll	[1498, 1548, 1549, 1560]
paragraph: De eerste genadedaad is dus, dat God zijn Zoon aan de wereld geeft, d. w. z. het Hoofd Adam door het Hoofd Christus vervangt.	[111, 617, 344, 652]
paragraph: Maar voor u?	[374, 887, 428, 899]
paragraph: Slechts op tweeërlei kwam het dus aan. Vooreerst hierop, dat de schending van Gods recht in Adam geboet zou worden, en ten tweede dat de geroepen kinderen Gods in dien nieuwen wortel zouden worden ingeplant.	[111, 370, 344, 419]
paragraph: Doch hoe dit ook loope, men ziet nu, waar al dit schoon geprat van de Irenischen op neerloopt.	[614, 225, 849, 248]
text-line: Het opgetre	[1498, 1439, 1546, 1452]
text-line: schelijke orde	[1498, 381, 1554, 393]
paragraph: Wij zouden dit betreuren, en is strijd met het theologisch karakter van zulk een conferentie achten.	[1119, 460, 1355, 484]
paragraph: Zelfs namen enkele predikanten van meerdere groepen in de Classis Amersfoort en Harderwijk reeds het initiatief, om zich tot de moderamina der beide bestaande predikantenvergaderingen te wenden, met het volgende adres:	[867, 1131, 1102, 1190]
paragraph: Ongetwijfeld!	[374, 436, 431, 448]
paragraph: Maria geboren wierd was heilig. En omdat dit kleedeke van Maria Gods eigen Zoon was, kon deze Wortel nooit ongaaf worden noch verkankeren. Hij was heilig en bezat den goddelijken waarborg van eeuwig heilig te zullen blijven. En overmits hetgeen op een heiligen wortel bloeit zelf niet anders dan heilig zijn kan, zoo lag in dezen heiligen wortel tevens de waarborg, dat al wie hem zou zijn ingeplant, heilig, als hij zelf heilig was, zou opwassen. De wetsvolbrenging spreekt dus vanzelf. Christus kon niet anders dan naar het recht Gods leven. De volbrenging der wet was in zijn heilig wezen gegeven.	[111, 225, 344, 369]
paragraph: Alleen mogen zulke vaste oefenaars wel toezien, dat ze niet alleen oefenen, maar ook nu en dan eens als goede lezers een goede predicatie dienst doen. Zijn ze geen vereenigingen, dan is de dienst des Woords er, en hij is er ambtelijk.	[867, 515, 1102, 575]
paragraph: Geen autorisatie dus om aan het oefenen een eind te maken, of een werk dat goed loopt, te versteren.	[867, 615, 1102, 638]
text-line: „Wetten" h	[1498, 574, 1543, 586]
text-line: zijn" de lidt	[1498, 898, 1546, 910]
paragraph: Er zijn, helaas, niet weinig predikanten,	[626, 1465, 786, 1477]
paragraph: Dan gaat het op de kracht en komt de uitroep: „o, God! wees mij arm zondaar genadig!"	[362, 759, 597, 783]
text-line: gemaatschappi	[1498, 838, 1558, 850]
text-line: De leden v	[1498, 1356, 1542, 1368]
column-1-body	[111, 902, 344, 1616]
paragraph: Het doet er dan niet toe, of zulk een oefenaar candidaat in de godgeleerdheid of zelfs een gewoon ouderling is, of hij op de een of andere hoogte zijn kennis is. Als hij maar een man is, die in de vergadering der geloovigen, die nog ongewapend en zonder de ambtelijke bediening, het Woord uit, het oefent, wat niet anders is dan het spreken onder de broederen, zoals Paulus zegt, dat in de kerk van Christus het spreken van een wiedergeboren volk open moet zijn voor ieder geloovige (Zie 1 Cor. 14 : 24).	[614, 1178, 849, 1287]
text-line: door of do	[1498, 1668, 1541, 1680]
text-line: en 14º. ze b	[1498, 225, 1545, 236]
section-title: Collegiaal stelsel.	[1181, 1272, 1293, 1290]
paragraph: Zoo deed Sneek eerst.	[374, 1528, 463, 1540]
column-5	[1119, 225, 1355, 2194]
